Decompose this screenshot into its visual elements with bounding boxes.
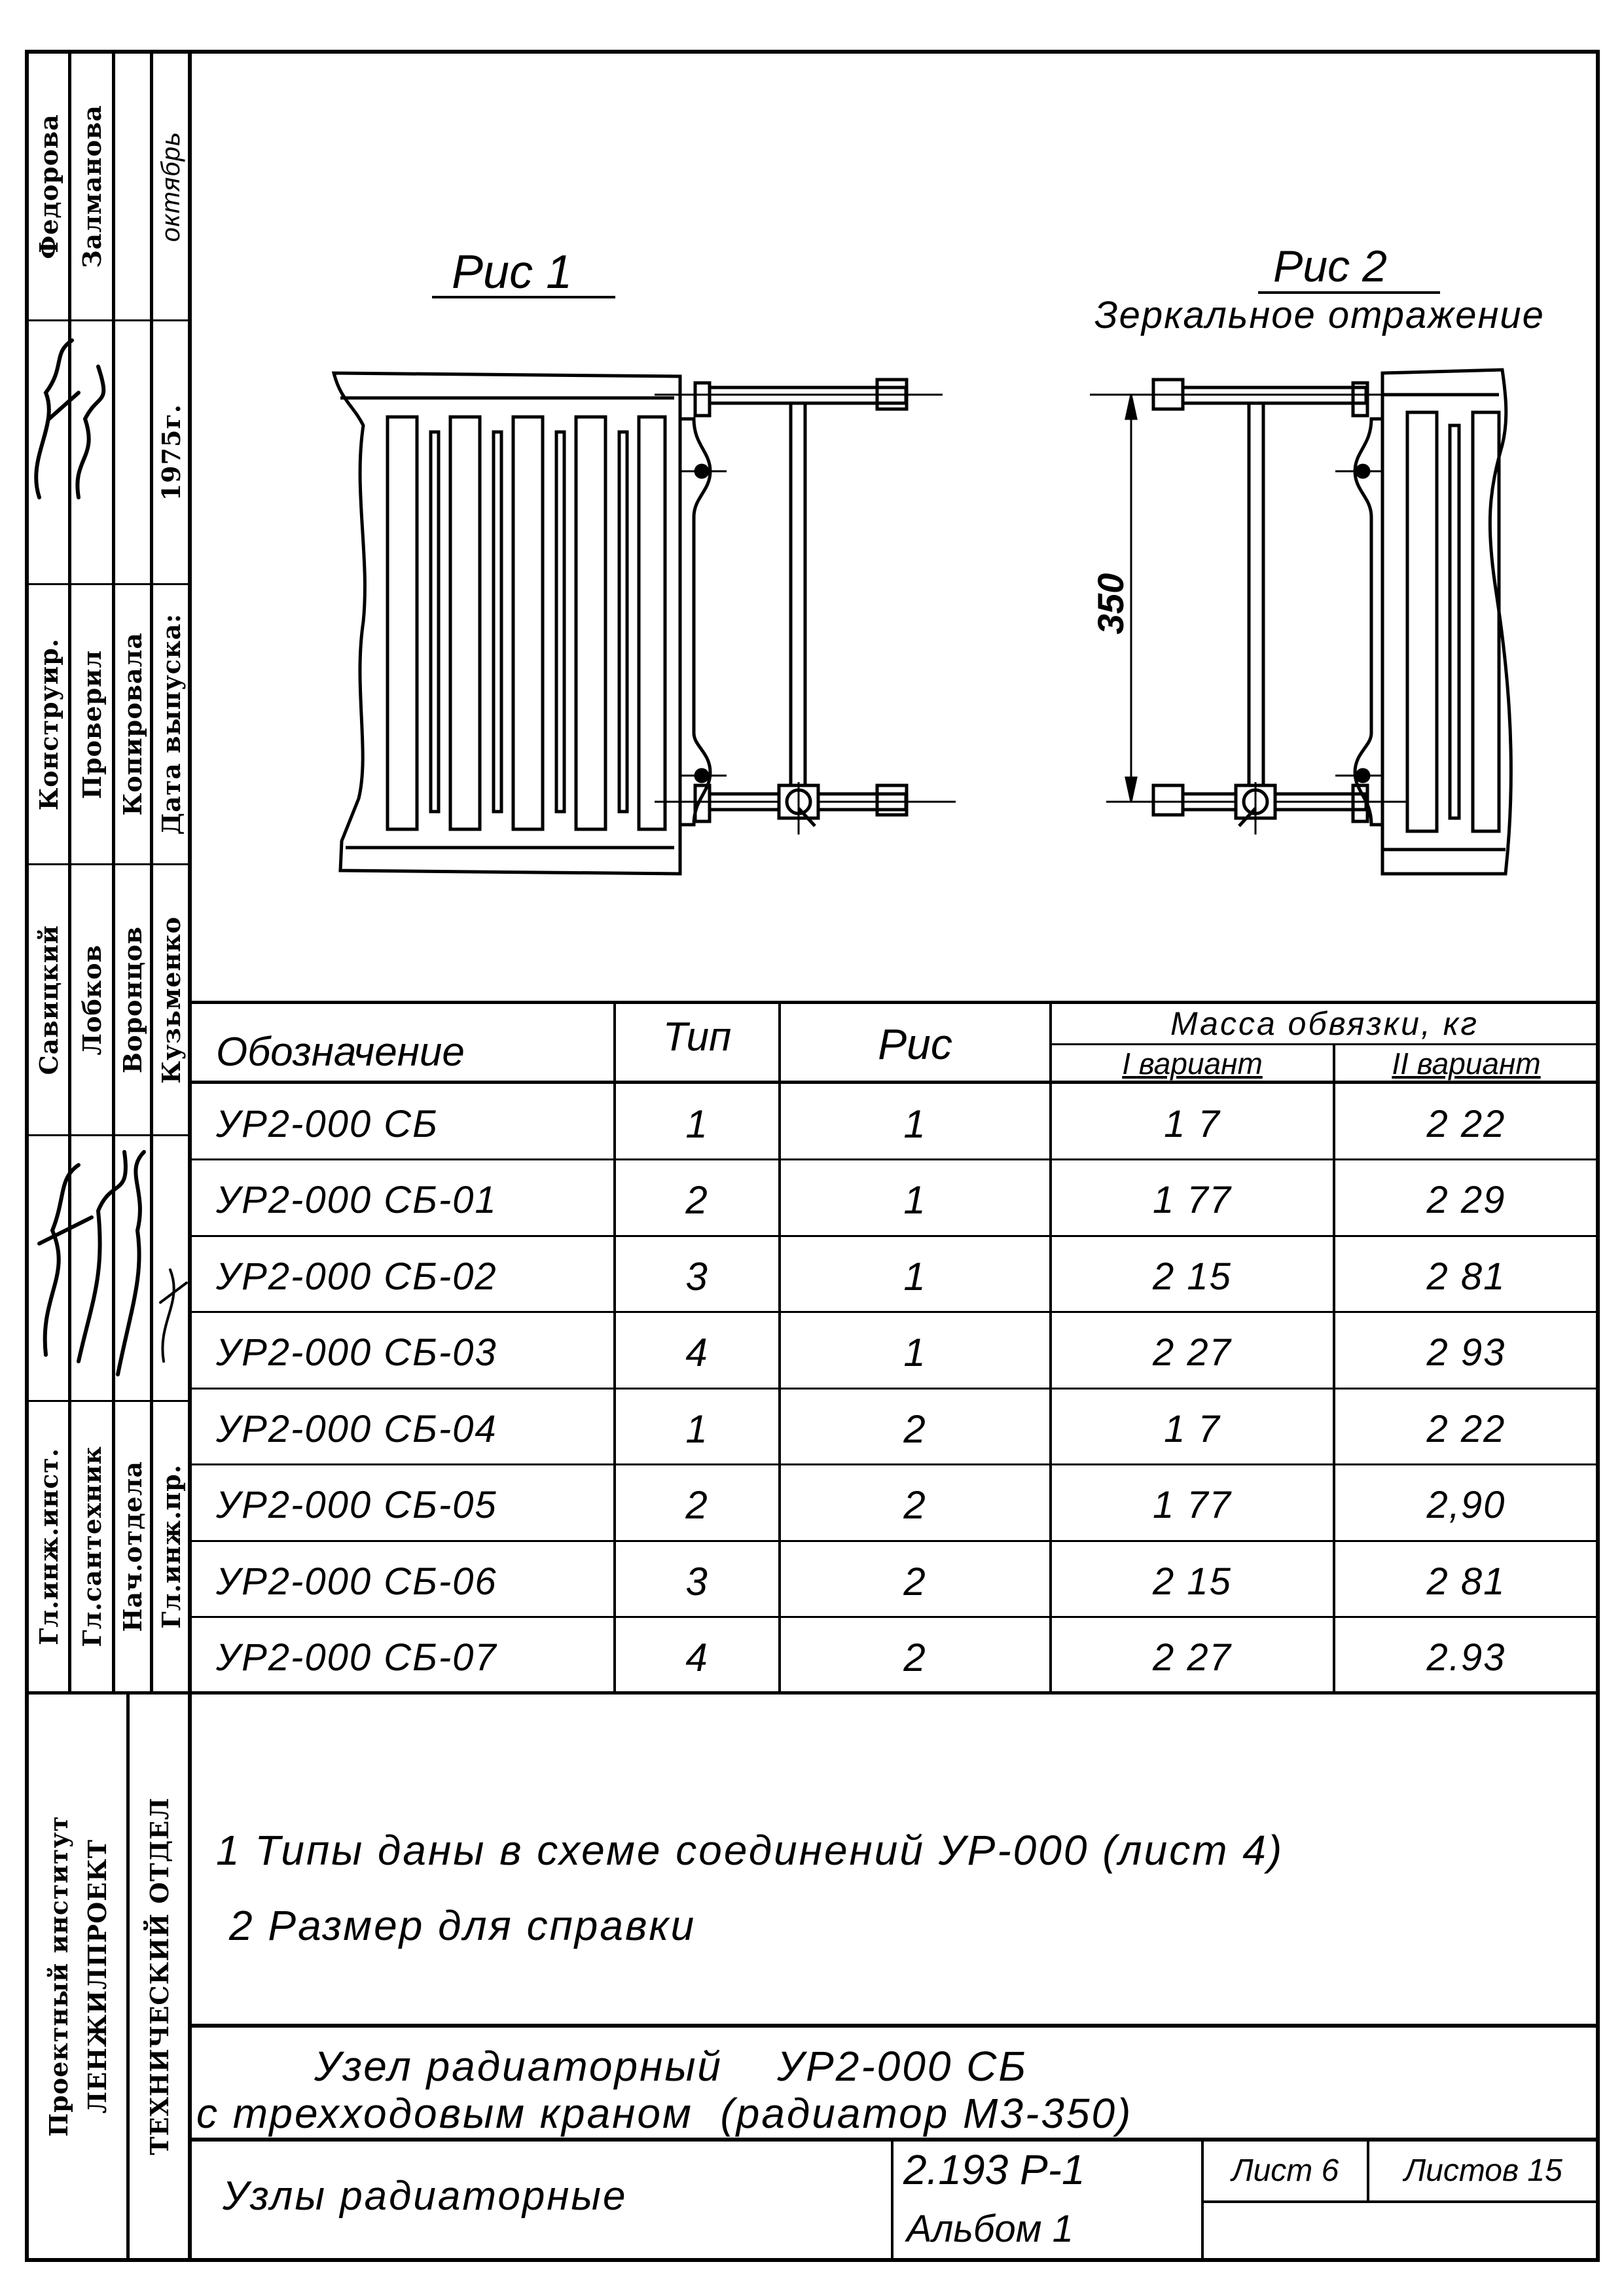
figure-1-radiator [334, 373, 956, 874]
stamp-name-zalmanova: Залманова [77, 105, 107, 268]
title-block-divider [1202, 2200, 1597, 2203]
cell-type: 4 [685, 1331, 709, 1375]
three-way-valve-icon [1236, 782, 1275, 834]
stamp-role-project-engineer: Гл.инж.пр. [156, 1464, 186, 1629]
sheet-count: Листов 15 [1404, 2153, 1562, 2188]
stamp-role-designer: Конструир. [33, 637, 63, 811]
stamp-role-dept-head: Нач.отдела [118, 1461, 147, 1632]
cell-designation: УР2-000 СБ-06 [216, 1560, 497, 1603]
stamp-name-savitsky: Савицкий [33, 924, 63, 1075]
drawing-title-line1: Узел радиаторный УР2-000 СБ [314, 2043, 1028, 2090]
title-block-divider [891, 2139, 893, 2260]
radiator-fins [388, 417, 665, 829]
note-2: 2 Размер для справки [229, 1902, 696, 1949]
header-variant-2: II вариант [1392, 1046, 1541, 1081]
sheet-number: Лист 6 [1231, 2153, 1339, 2188]
header-mass: Масса обвязки, кг [1170, 1005, 1479, 1042]
cell-type: 3 [685, 1254, 709, 1299]
cell-designation: УР2-000 СБ-02 [216, 1255, 497, 1298]
cell-v1: 1 7 [1164, 1102, 1221, 1145]
cell-fig: 1 [903, 1102, 927, 1146]
stamp-role-chief-engineer: Гл.инж.инст. [33, 1448, 63, 1645]
stamp-name-lobkov: Лобков [77, 944, 107, 1056]
document-code: 2.193 Р-1 [903, 2146, 1085, 2193]
cell-fig: 1 [903, 1178, 927, 1223]
figure-2-radiator [1090, 370, 1511, 874]
cell-designation: УР2-000 СБ-03 [216, 1331, 497, 1374]
cell-v2: 2 81 [1426, 1560, 1506, 1603]
cell-v1: 1 77 [1153, 1179, 1232, 1222]
stamp-role-copied: Копировала [118, 632, 147, 816]
cell-fig: 2 [903, 1559, 927, 1604]
stamp-name-vorontsov: Воронцов [118, 925, 147, 1073]
cell-v2: 2 29 [1426, 1179, 1506, 1222]
figure-1-title: Рис 1 [452, 246, 573, 298]
cell-v1: 2 27 [1153, 1331, 1232, 1374]
top-pipe [655, 380, 943, 416]
cell-v2: 2 93 [1426, 1331, 1506, 1374]
cell-fig: 1 [903, 1254, 927, 1299]
stamp-role-checked: Проверил [77, 649, 107, 799]
cell-type: 4 [685, 1636, 709, 1680]
stamp-month: октябрь [156, 131, 185, 242]
cell-designation: УР2-000 СБ-05 [216, 1484, 497, 1527]
drawing-title-line2: с трехходовым краном (радиатор М3-350) [196, 2090, 1133, 2137]
cell-designation: УР2-000 СБ-07 [216, 1636, 497, 1679]
bracket-outline [1355, 419, 1382, 825]
riser-pipe [1249, 403, 1263, 786]
cell-designation: УР2-000 СБ-04 [216, 1407, 497, 1450]
radiator-body-outline [1382, 370, 1511, 874]
cell-designation: УР2-000 СБ-01 [216, 1179, 497, 1222]
cell-type: 1 [685, 1407, 709, 1451]
stamp-role-chief-plumber: Гл.сантехник [77, 1446, 107, 1647]
cell-v1: 1 7 [1164, 1407, 1221, 1450]
stamp-institute-line2: ЛЕНЖИЛПРОЕКТ [82, 1839, 112, 2114]
stamp-institute-line1: Проектный институт [43, 1816, 73, 2137]
cell-v1: 2 15 [1153, 1255, 1232, 1298]
cell-fig: 2 [903, 1483, 927, 1528]
cell-v1: 2 27 [1153, 1636, 1232, 1679]
figure-2-title: Рис 2 [1273, 242, 1387, 291]
bracket-outline [680, 419, 710, 825]
cell-type: 1 [685, 1102, 709, 1146]
cell-v2: 2 22 [1426, 1102, 1506, 1145]
cell-v1: 1 77 [1153, 1484, 1232, 1527]
album-number: Альбом 1 [907, 2208, 1074, 2250]
header-type: Тип [662, 1014, 732, 1060]
header-variant-1: I вариант [1122, 1046, 1263, 1081]
cell-fig: 2 [903, 1636, 927, 1680]
stamp-dept-name: ТЕХНИЧЕСКИЙ ОТДЕЛ [144, 1797, 174, 2155]
cell-type: 3 [685, 1559, 709, 1604]
cell-v2: 2,90 [1426, 1484, 1506, 1527]
header-fig: Рис [878, 1020, 952, 1068]
stamp-name-kuzmenko: Кузьменко [156, 916, 186, 1084]
riser-pipe [791, 403, 805, 786]
cell-fig: 1 [903, 1331, 927, 1375]
dimension-label: 350 [1090, 573, 1132, 635]
cell-type: 2 [685, 1483, 709, 1528]
cell-v2: 2.93 [1426, 1636, 1506, 1679]
cell-type: 2 [685, 1178, 709, 1223]
cell-v1: 2 15 [1153, 1560, 1232, 1603]
cell-v2: 2 22 [1426, 1407, 1506, 1450]
title-block-top [190, 2024, 1597, 2028]
cell-designation: УР2-000 СБ [216, 1102, 439, 1145]
series-name: Узлы радиаторные [223, 2174, 628, 2219]
three-way-valve-icon [779, 782, 818, 834]
stamp-release-date-label: Дата выпуска: [156, 613, 186, 835]
cell-v2: 2 81 [1426, 1255, 1506, 1298]
stamp-name-fedorova: Федорова [33, 114, 63, 259]
stamp-year: 1975г. [156, 403, 186, 501]
header-designation: Обозначение [216, 1029, 465, 1075]
figure-2-subtitle: Зеркальное отражение [1094, 294, 1545, 336]
note-1: 1 Типы даны в схеме соединений УР-000 (лист 4) [216, 1827, 1284, 1874]
cell-fig: 2 [903, 1407, 927, 1451]
